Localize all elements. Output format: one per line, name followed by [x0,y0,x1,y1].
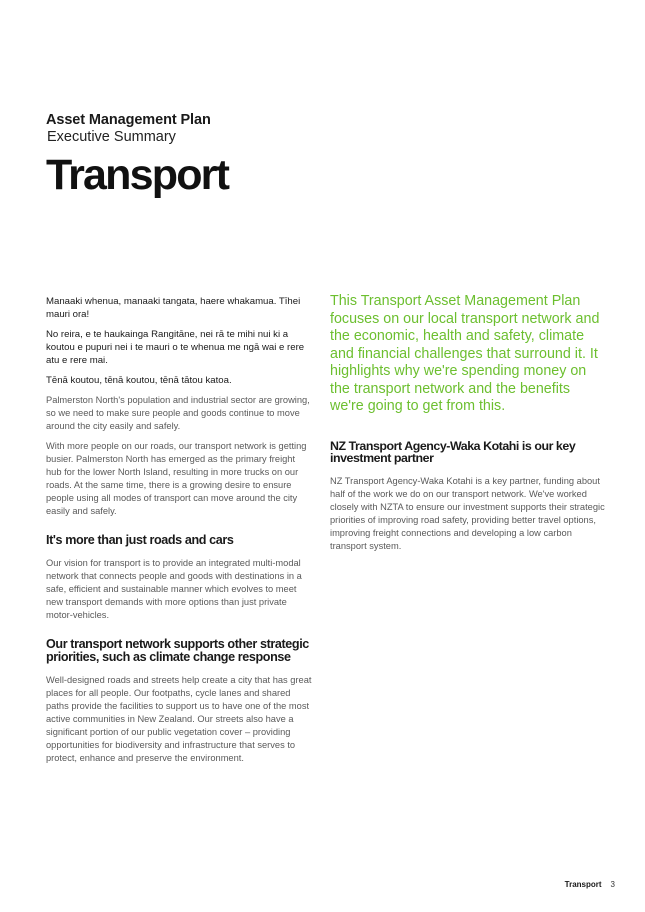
body-paragraph-streets: Well-designed roads and streets help create a city that has great places for all people. Our footpaths, cycle lanes and shared paths provide the facilities to support us to have one of the most active communities in New Zealand. Our streets also have a significant portion of our public vegetation cover – providing opportunities for biodiversity and infrastructure that serves to protect, enhance and preserve the environment. [46,674,312,763]
right-column [330,293,606,560]
maori-greeting-1: Manaaki whenua, manaaki tangata, haere whakamua. Tīhei mauri ora! [46,296,301,320]
maori-greeting-3: Tēnā koutou, tēnā koutou, tēnā tātou katoa. [46,375,232,386]
document-subtitle: Executive Summary [47,129,176,145]
body-paragraph-nzta: NZ Transport Agency-Waka Kotahi is a key partner, funding about half of the work we do on our transport network. We've worked closely with NZTA to ensure our investment supports their strategic priorities of improving road safety, providing better travel options, improving freight connections and developing a low carbon transport system. [330,475,605,551]
body-paragraph-network: With more people on our roads, our transport network is getting busier. Palmerston North has emerged as the primary freight hub for the lower North Island, resulting in more trucks on our roads. At the same time, there is a growing desire to ensure people using all modes of transport can move around the city easily and safely. [46,441,307,516]
page-number: 3 [610,880,615,889]
page-footer [565,880,615,889]
document-title: Asset Management Plan [46,112,211,128]
left-column [46,295,312,772]
maori-greeting-2: No reira, e te haukainga Rangitāne, nei rā te mihi nui ki a koutou e pupuri nei i te mauri o te whenua me ngā wai e rere atu e rere mai. [46,329,305,366]
body-paragraph-vision: Our vision for transport is to provide an integrated multi-modal network that connects people and goods with destinations in a safe, efficient and sustainable manner which evolves to meet new transport demands with more options than just private motor-vehicles. [46,557,302,620]
section-heading-strategic-priorities: Our transport network supports other strategic priorities, such as climate change response [46,636,309,664]
body-paragraph-population: Palmerston North's population and industrial sector are growing, so we need to make sure people and goods continue to move around the city easily and safely. [46,395,310,431]
page-header [46,112,228,203]
section-heading-roads-and-cars: It's more than just roads and cars [46,533,234,547]
footer-section-label: Transport [564,880,602,889]
section-heading-nzta: NZ Transport Agency-Waka Kotahi is our key investment partner [330,438,576,465]
lead-statement: This Transport Asset Management Plan focuses on our local transport network and the economic, health and safety, climate and financial challenges that surround it. It highlights why we're spending money on the transport network and the benefits we're going to get from this. [330,293,600,414]
page-title: Transport [46,151,229,199]
